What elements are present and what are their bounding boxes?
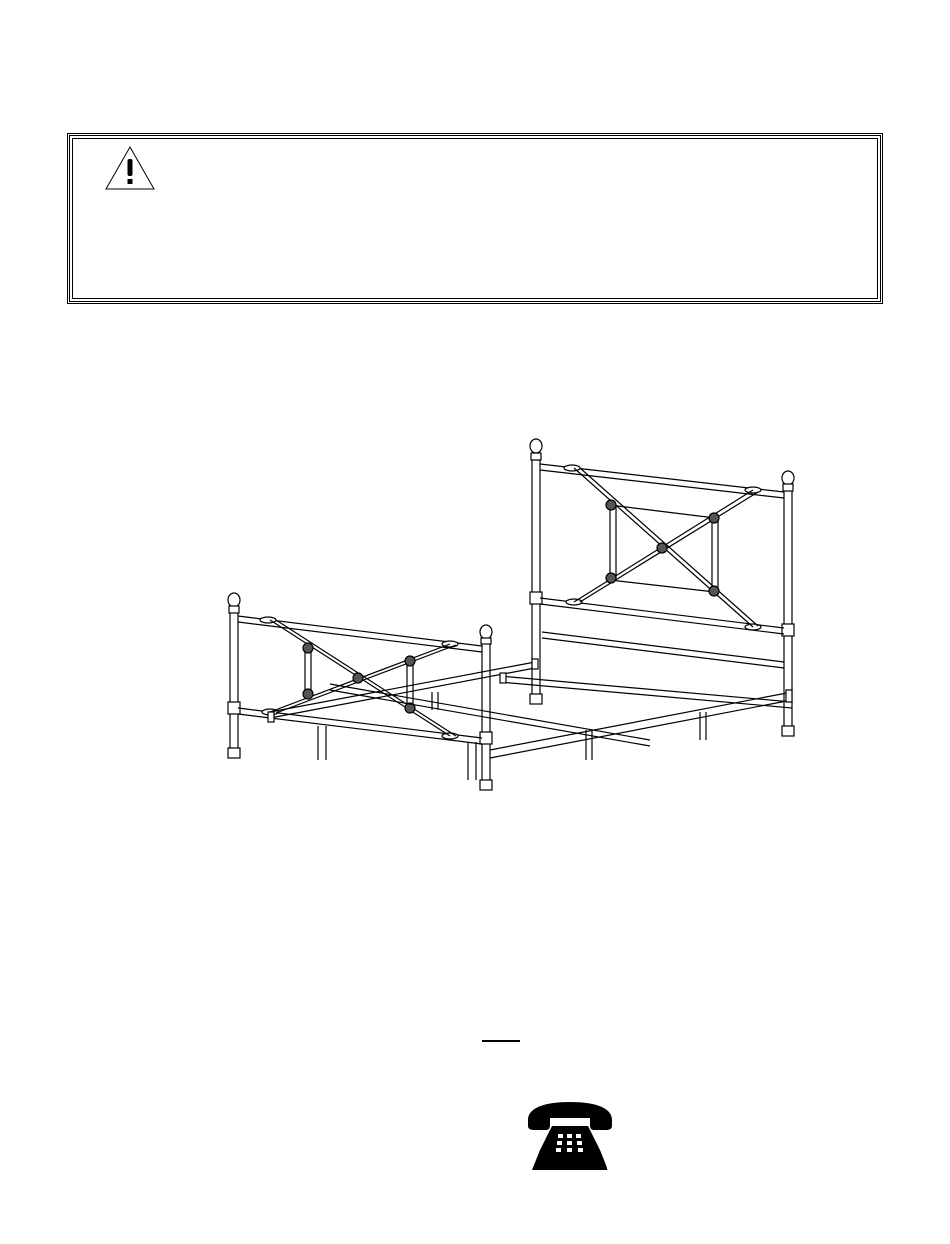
footboard-right-post [480,625,492,790]
support-legs [318,692,706,780]
headboard-rails [540,464,784,668]
footboard-left-post [228,593,240,758]
bed-frame-illustration [210,430,820,810]
side-rails [268,659,792,758]
telephone-icon [524,1100,616,1174]
warning-box [67,133,883,304]
short-underline-rule [482,1040,520,1042]
warning-box-inner-border [72,138,878,299]
warning-triangle-icon [104,144,156,192]
